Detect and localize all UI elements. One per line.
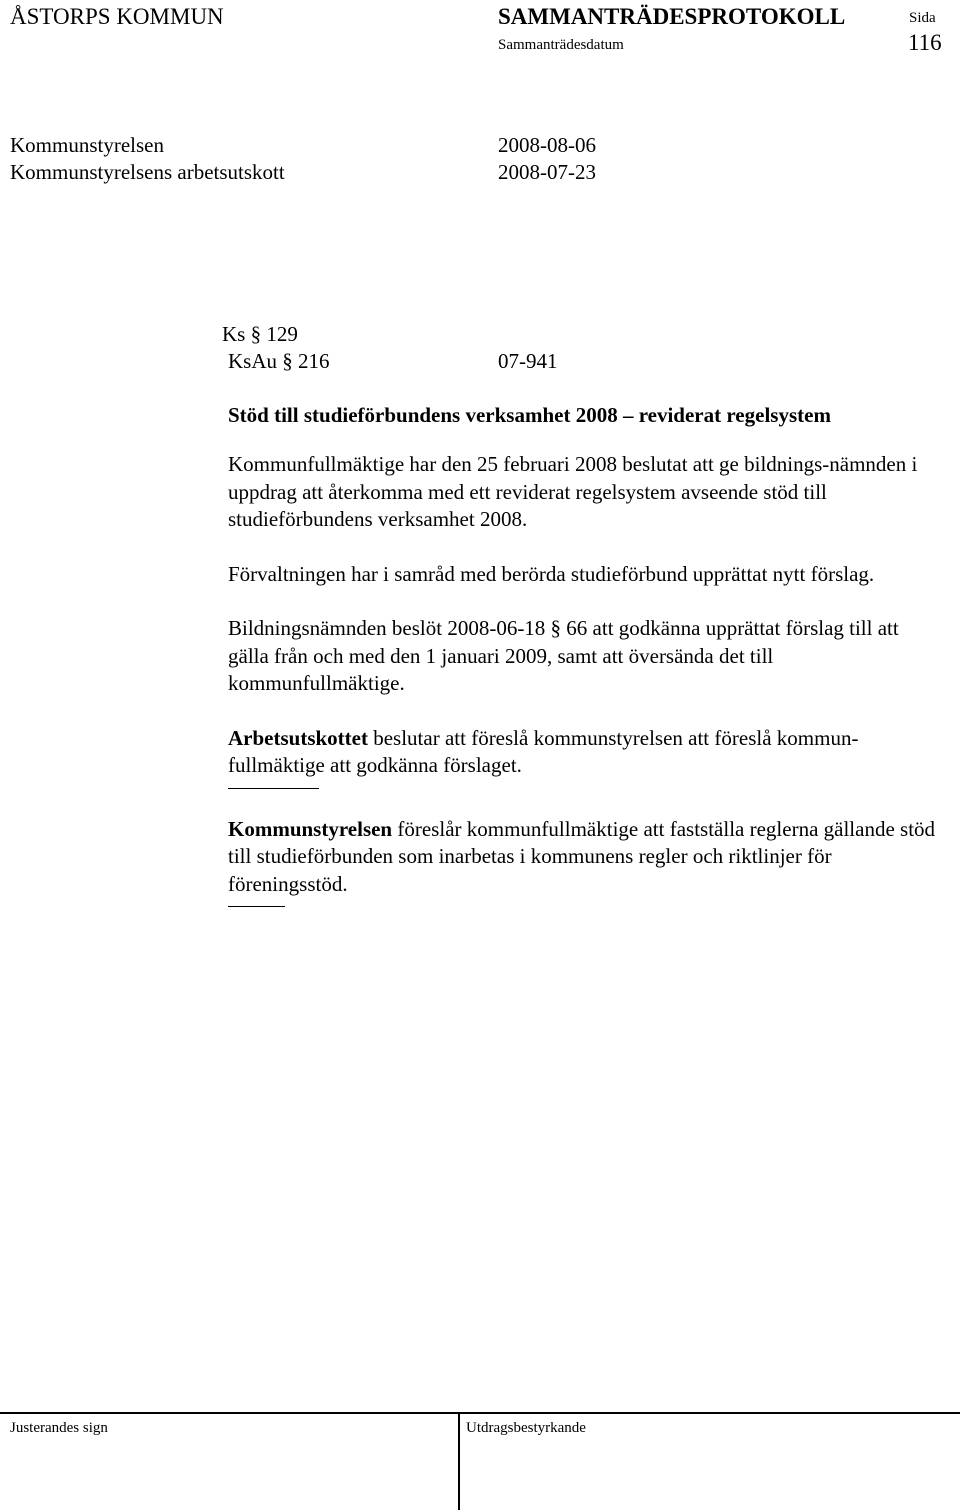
document-body	[228, 401, 938, 907]
executive-board-text: föreslår kommunfullmäktige att fastställa reglerna gällande stöd till studieförbunden som inarbetas i kommunens regler och riktlinjer för föreningsstöd.	[228, 816, 936, 896]
footer-rule	[0, 1412, 960, 1414]
divider-line	[228, 906, 285, 907]
divider-line	[228, 788, 319, 789]
paragraph-administration: Förvaltningen har i samråd med berörda studieförbund upprättat nytt förslag.	[228, 561, 875, 586]
date-label: Sammanträdesdatum	[498, 37, 624, 53]
certification-label: Utdragsbestyrkande	[466, 1420, 586, 1436]
ksau-paragraph-ref: KsAu § 216	[228, 349, 330, 373]
working-committee-label: Arbetsutskottet	[228, 725, 368, 750]
paragraph-working-committee	[228, 725, 938, 780]
page-number: 116	[908, 30, 942, 55]
footer-separator	[458, 1412, 460, 1510]
meeting-body: Kommunstyrelsen	[10, 133, 164, 157]
paragraph-executive-board	[228, 816, 938, 899]
organization-name: ÅSTORPS KOMMUN	[10, 4, 224, 29]
page-label: Sida	[909, 10, 936, 26]
paragraph-background: Kommunfullmäktige har den 25 februari 2008 beslutat att ge bildnings-nämnden i uppdrag att återkomma med ett reviderat regelsystem avseende stöd till studieförbundens verksamhet 2008.	[228, 452, 918, 531]
paragraph-education-board: Bildningsnämnden beslöt 2008-06-18 § 66 att godkänna upprättat förslag till att gälla från och med den 1 januari 2009, samt att översända det till kommunfullmäktige.	[228, 616, 899, 695]
ks-paragraph-ref: Ks § 129	[222, 322, 298, 346]
meeting-date: 2008-07-23	[498, 160, 596, 184]
document-title: SAMMANTRÄDESPROTOKOLL	[498, 4, 846, 29]
signature-label: Justerandes sign	[10, 1420, 108, 1436]
meeting-body: Kommunstyrelsens arbetsutskott	[10, 160, 285, 184]
section-heading: Stöd till studieförbundens verksamhet 2008 – reviderat regelsystem	[228, 403, 831, 427]
executive-board-label: Kommunstyrelsen	[228, 816, 393, 841]
meeting-date: 2008-08-06	[498, 133, 596, 157]
working-committee-text: beslutar att föreslå kommunstyrelsen att föreslå kommun-fullmäktige att godkänna förslaget.	[228, 725, 859, 777]
case-number: 07-941	[498, 349, 558, 373]
